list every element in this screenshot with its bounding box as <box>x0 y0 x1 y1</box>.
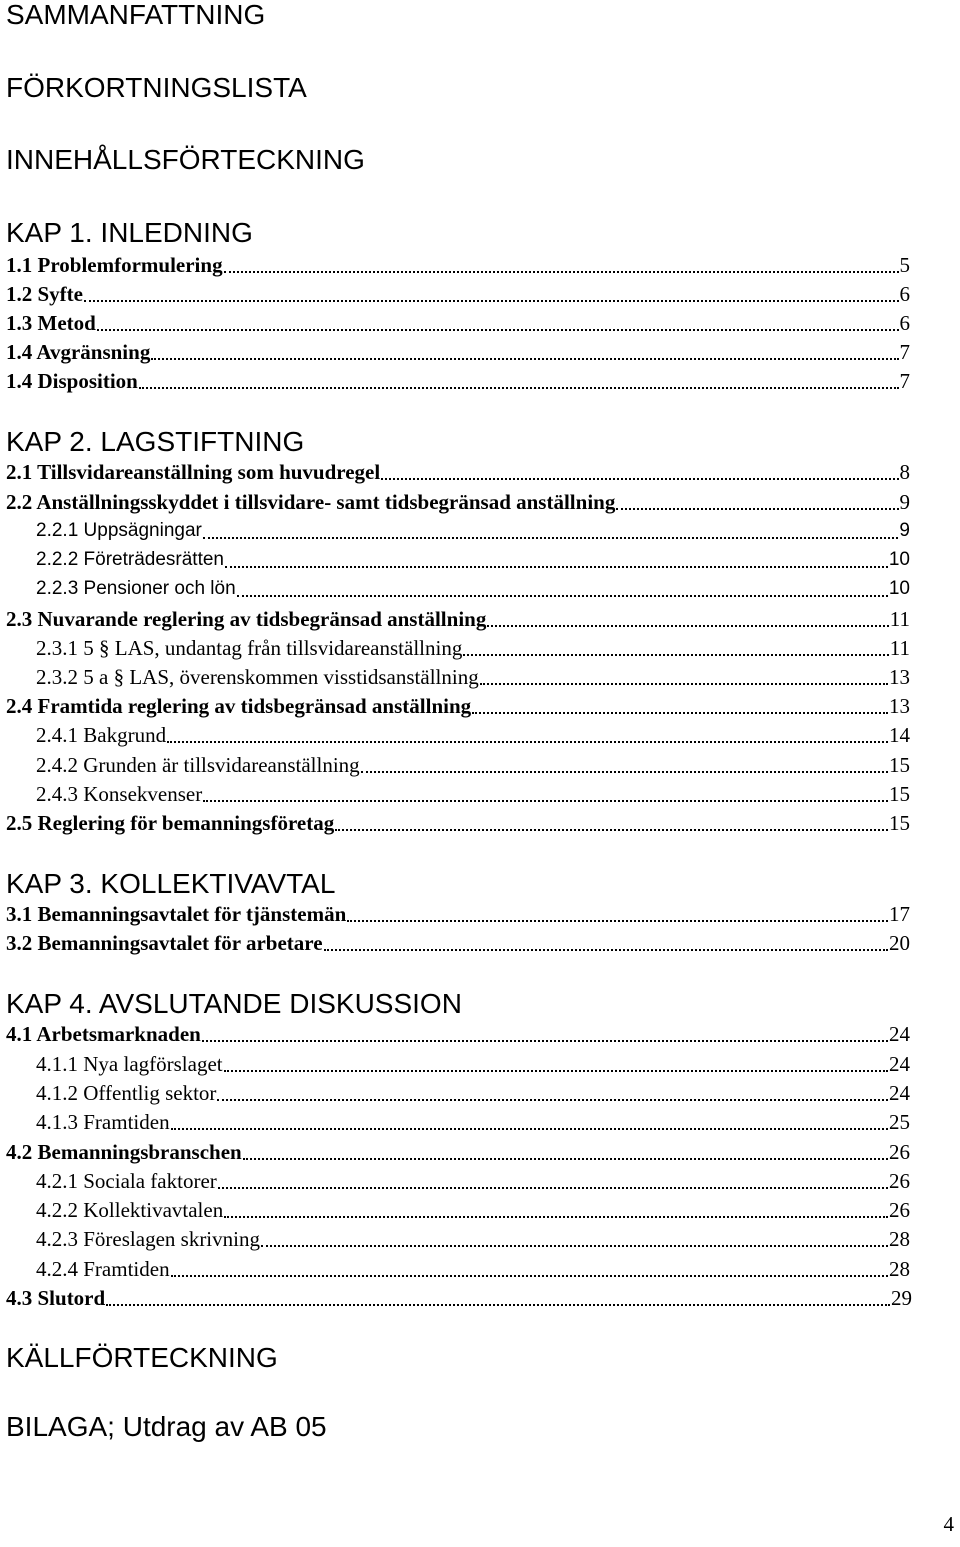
section-heading: KAP 2. LAGSTIFTNING <box>6 426 305 457</box>
toc-entry[interactable] <box>36 547 910 573</box>
toc-entry-page: 20 <box>889 931 910 955</box>
toc-entry[interactable] <box>36 1168 910 1194</box>
dot-leader <box>97 329 899 331</box>
toc-entry-page: 9 <box>899 490 910 514</box>
dot-leader <box>139 387 899 389</box>
dot-leader <box>324 949 888 951</box>
toc-entry[interactable] <box>6 368 910 394</box>
toc-entry-page: 25 <box>889 1110 910 1134</box>
dot-leader <box>151 358 898 360</box>
toc-entry[interactable] <box>6 810 910 836</box>
toc-entry-page: 24 <box>889 1052 910 1076</box>
dot-leader <box>225 566 888 568</box>
toc-entry-title: 2.4.3 Konsekvenser <box>36 782 203 806</box>
toc-entry[interactable] <box>36 781 910 807</box>
toc-entry-page: 8 <box>899 460 910 484</box>
toc-entry-title: 4.1.3 Framtiden <box>36 1110 170 1134</box>
toc-entry-page: 14 <box>889 723 910 747</box>
toc-entry[interactable] <box>36 1051 910 1077</box>
toc-entry-page: 7 <box>899 340 910 364</box>
toc-entry[interactable] <box>36 1256 910 1282</box>
dot-leader <box>480 683 888 685</box>
toc-entry[interactable] <box>36 518 910 544</box>
dot-leader <box>203 537 899 539</box>
dot-leader <box>202 1040 888 1042</box>
dot-leader <box>487 625 888 627</box>
toc-entry[interactable] <box>6 252 910 278</box>
toc-entry[interactable] <box>6 281 910 307</box>
dot-leader <box>84 300 899 302</box>
section-heading: BILAGA; Utdrag av AB 05 <box>6 1411 327 1442</box>
dot-leader <box>381 478 898 480</box>
toc-entry-title: 2.5 Reglering för bemanningsföretag <box>6 811 335 835</box>
toc-entry-page: 6 <box>899 311 910 335</box>
dot-leader <box>463 654 888 656</box>
toc-entry[interactable] <box>6 901 910 927</box>
page-number: 4 <box>943 1512 954 1536</box>
toc-entry-title: 2.4 Framtida reglering av tidsbegränsad anställning <box>6 694 472 718</box>
dot-leader <box>224 1216 888 1218</box>
toc-entry-page: 26 <box>889 1169 910 1193</box>
toc-entry-page: 28 <box>889 1227 910 1251</box>
dot-leader <box>261 1245 888 1247</box>
toc-entry-page: 28 <box>889 1257 910 1281</box>
dot-leader <box>347 920 888 922</box>
dot-leader <box>106 1304 890 1306</box>
toc-entry-title: 2.4.1 Bakgrund <box>36 723 167 747</box>
section-heading: INNEHÅLLSFÖRTECKNING <box>6 144 365 175</box>
toc-entry-title: 4.1.1 Nya lagförslaget <box>36 1052 223 1076</box>
toc-entry-title: 2.2.1 Uppsägningar <box>36 520 202 541</box>
section-heading: KAP 4. AVSLUTANDE DISKUSSION <box>6 988 462 1019</box>
toc-entry-title: 2.1 Tillsvidareanställning som huvudregel <box>6 460 381 484</box>
toc-entry-title: 1.2 Syfte <box>6 282 83 306</box>
toc-entry-page: 5 <box>899 253 910 277</box>
toc-entry-title: 4.3 Slutord <box>6 1286 106 1310</box>
toc-entry-title: 4.2 Bemanningsbranschen <box>6 1140 242 1164</box>
toc-entry-page: 10 <box>888 578 910 599</box>
toc-entry[interactable] <box>6 1021 910 1047</box>
toc-entry-title: 1.1 Problemformulering <box>6 253 223 277</box>
toc-entry-title: 2.2.2 Företrädesrätten <box>36 549 224 570</box>
toc-entry-title: 2.4.2 Grunden är tillsvidareanställning <box>36 753 360 777</box>
section-heading: KAP 1. INLEDNING <box>6 217 253 248</box>
section-heading: KAP 3. KOLLEKTIVAVTAL <box>6 868 336 899</box>
toc-entry-title: 1.4 Disposition <box>6 369 138 393</box>
toc-entry-title: 2.2.3 Pensioner och lön <box>36 578 236 599</box>
toc-entry-page: 13 <box>889 694 910 718</box>
dot-leader <box>218 1187 888 1189</box>
section-heading: SAMMANFATTNING <box>6 0 266 30</box>
toc-entry[interactable] <box>6 606 910 632</box>
toc-entry-page: 29 <box>891 1286 912 1310</box>
dot-leader <box>335 829 888 831</box>
toc-entry[interactable] <box>6 930 910 956</box>
section-heading: FÖRKORTNINGSLISTA <box>6 72 307 103</box>
section-heading: KÄLLFÖRTECKNING <box>6 1342 278 1373</box>
toc-entry-title: 4.1 Arbetsmarknaden <box>6 1022 201 1046</box>
toc-entry[interactable] <box>36 752 910 778</box>
toc-entry[interactable] <box>6 310 910 336</box>
toc-entry[interactable] <box>6 1139 910 1165</box>
toc-entry-page: 17 <box>889 902 910 926</box>
toc-entry[interactable] <box>36 1109 910 1135</box>
toc-entry[interactable] <box>6 339 910 365</box>
toc-entry-page: 6 <box>899 282 910 306</box>
dot-leader <box>616 508 898 510</box>
toc-entry-page: 24 <box>889 1022 910 1046</box>
toc-entry[interactable] <box>36 722 910 748</box>
toc-entry-page: 24 <box>889 1081 910 1105</box>
toc-entry-page: 10 <box>888 549 910 570</box>
dot-leader <box>224 1070 888 1072</box>
dot-leader <box>224 271 899 273</box>
toc-entry-title: 3.2 Bemanningsavtalet för arbetare <box>6 931 323 955</box>
dot-leader <box>237 595 888 597</box>
toc-entry-title: 4.2.3 Föreslagen skrivning <box>36 1227 260 1251</box>
toc-entry-title: 4.2.4 Framtiden <box>36 1257 170 1281</box>
dot-leader <box>203 800 888 802</box>
toc-entry[interactable] <box>36 576 910 602</box>
toc-entry-page: 7 <box>899 369 910 393</box>
toc-entry[interactable] <box>36 1080 910 1106</box>
toc-entry-page: 26 <box>889 1198 910 1222</box>
toc-entry-title: 2.3 Nuvarande reglering av tidsbegränsad anställning <box>6 607 487 631</box>
toc-entry[interactable] <box>36 635 910 661</box>
toc-entry-page: 26 <box>889 1140 910 1164</box>
toc-entry-title: 1.3 Metod <box>6 311 96 335</box>
dot-leader <box>243 1158 888 1160</box>
dot-leader <box>167 741 888 743</box>
toc-entry-title: 4.1.2 Offentlig sektor <box>36 1081 217 1105</box>
dot-leader <box>171 1275 888 1277</box>
dot-leader <box>217 1099 888 1101</box>
dot-leader <box>361 771 888 773</box>
toc-entry-title: 3.1 Bemanningsavtalet för tjänstemän <box>6 902 347 926</box>
toc-entry-page: 15 <box>889 753 910 777</box>
toc-entry[interactable] <box>6 459 910 485</box>
toc-entry-title: 1.4 Avgränsning <box>6 340 151 364</box>
toc-entry-title: 2.2 Anställningsskyddet i tillsvidare- samt tidsbegränsad anställning <box>6 490 616 514</box>
toc-entry[interactable] <box>6 489 910 515</box>
toc-entry-title: 2.3.1 5 § LAS, undantag från tillsvidareanställning <box>36 636 463 660</box>
toc-entry-page: 11 <box>889 607 910 631</box>
toc-entry[interactable] <box>36 1226 910 1252</box>
toc-entry-page: 13 <box>889 665 910 689</box>
toc-entry[interactable] <box>6 693 910 719</box>
toc-entry-title: 4.2.1 Sociala faktorer <box>36 1169 217 1193</box>
toc-entry[interactable] <box>6 1285 912 1311</box>
toc-entry[interactable] <box>36 664 910 690</box>
dot-leader <box>472 712 888 714</box>
toc-entry-page: 11 <box>889 636 910 660</box>
toc-entry[interactable] <box>36 1197 910 1223</box>
toc-entry-page: 15 <box>889 811 910 835</box>
toc-entry-title: 4.2.2 Kollektivavtalen <box>36 1198 224 1222</box>
dot-leader <box>171 1128 888 1130</box>
toc-entry-page: 9 <box>899 520 910 541</box>
toc-entry-title: 2.3.2 5 a § LAS, överenskommen visstidsanställning <box>36 665 479 689</box>
toc-entry-page: 15 <box>889 782 910 806</box>
